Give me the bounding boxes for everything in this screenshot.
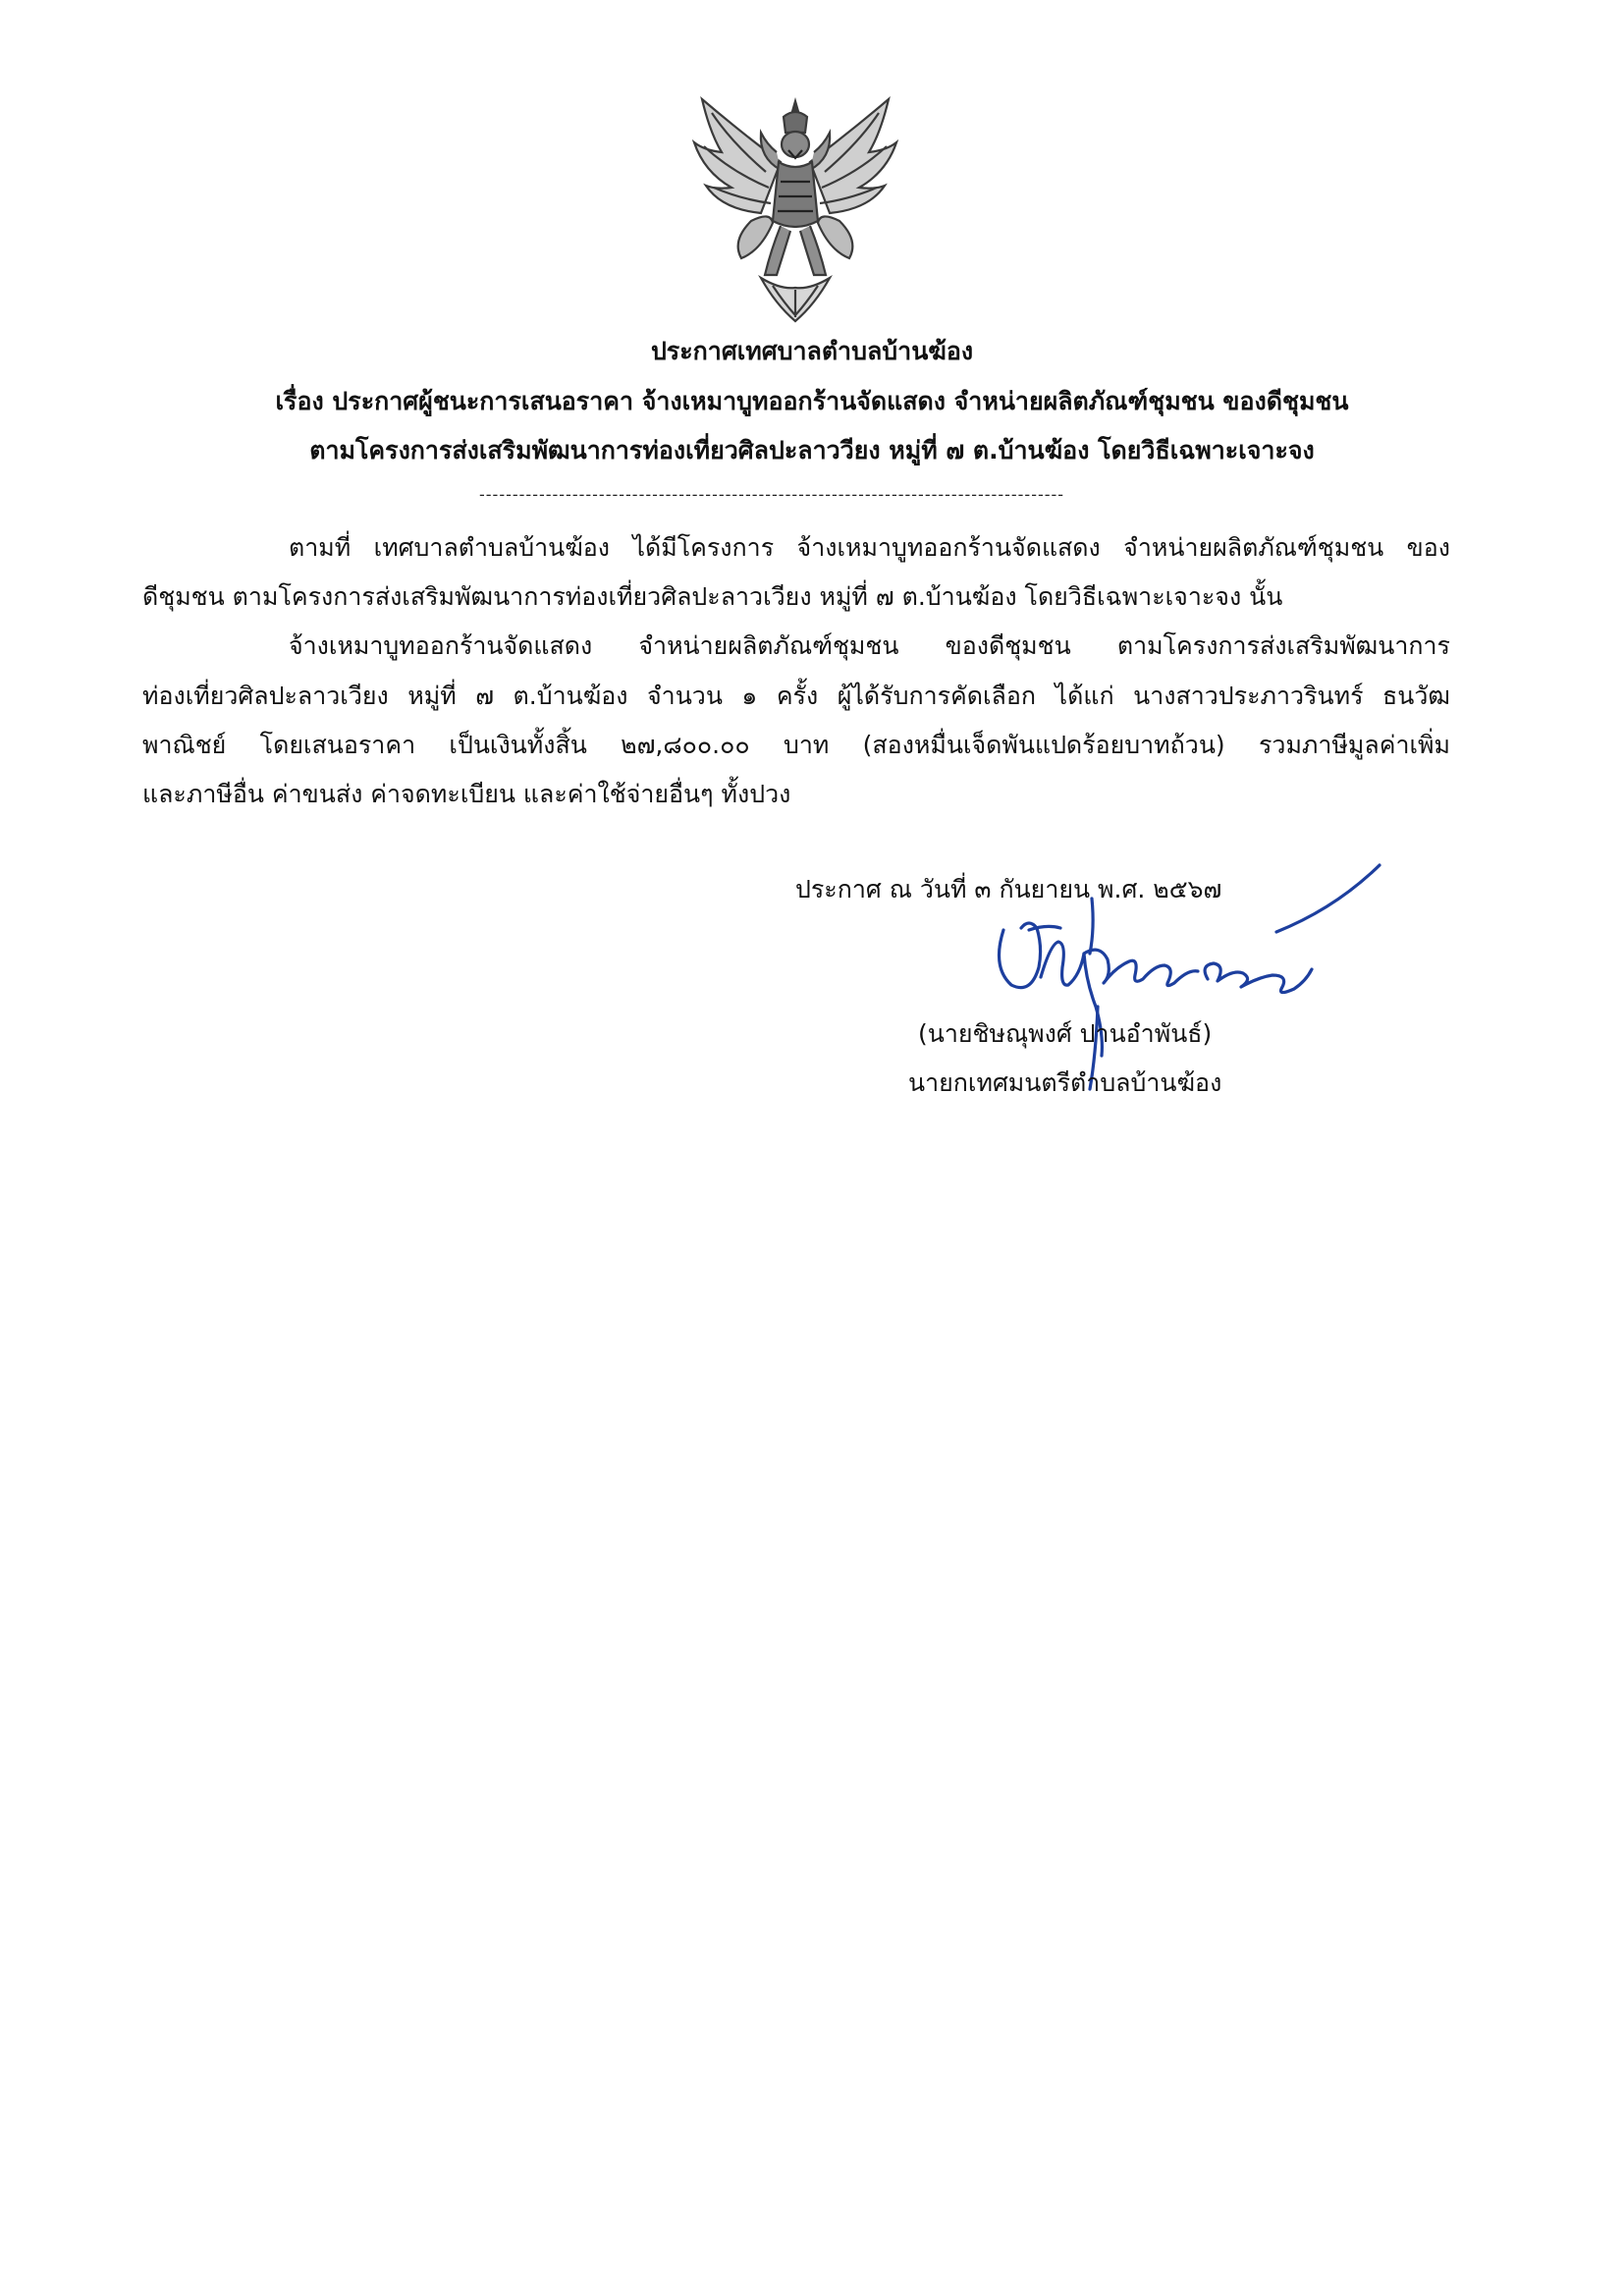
announcement-date: ประกาศ ณ วันที่ ๓ กันยายน พ.ศ. ๒๕๖๗ <box>795 875 1222 903</box>
signer-position: นายกเทศมนตรีตำบลบ้านฆ้อง <box>908 1068 1222 1097</box>
paragraph-1-line-2: ดีชุมชน ตามโครงการส่งเสริมพัฒนาการท่องเที่ยวศิลปะลาวเวียง หมู่ที่ ๗ ต.บ้านฆ้อง โดยวิธีเฉพาะเจาะจง นั้น <box>142 582 1283 611</box>
paragraph-2-line-4: และภาษีอื่น ค่าขนส่ง ค่าจดทะเบียน และค่าใช้จ่ายอื่นๆ ทั้งปวง <box>142 780 791 808</box>
announcement-subject: เรื่อง ประกาศผู้ชนะการเสนอราคา จ้างเหมาบูทออกร้านจัดแสดง จำหน่ายผลิตภัณฑ์ชุมชน ของดีชุมชน <box>275 387 1349 415</box>
handwritten-signature <box>982 859 1394 1095</box>
header-separator: ---------------------------------------------------------------------------------------- <box>479 487 1065 503</box>
signer-name: (นายชิษณุพงศ์ ปานอำพันธ์) <box>918 1019 1213 1048</box>
announcement-subject-continued: ตามโครงการส่งเสริมพัฒนาการท่องเที่ยวศิลปะลาววียง หมู่ที่ ๗ ต.บ้านฆ้อง โดยวิธีเฉพาะเจาะจง <box>309 436 1315 465</box>
paragraph-2-line-3: พาณิชย์ โดยเสนอราคา เป็นเงินทั้งสิ้น ๒๗,๘๐๐.๐๐ บาท (สองหมื่นเจ็ดพันแปดร้อยบาทถ้วน) รวมภาษีมูลค่าเพิ่ม <box>142 731 1450 759</box>
paragraph-1-line-1: ตามที่ เทศบาลตำบลบ้านฆ้อง ได้มีโครงการ จ้างเหมาบูทออกร้านจัดแสดง จำหน่ายผลิตภัณฑ์ชุมชน ของ <box>289 533 1450 562</box>
paragraph-2-line-1: จ้างเหมาบูทออกร้านจัดแสดง จำหน่ายผลิตภัณฑ์ชุมชน ของดีชุมชน ตามโครงการส่งเสริมพัฒนาการ <box>289 631 1450 660</box>
paragraph-2-line-2: ท่องเที่ยวศิลปะลาวเวียง หมู่ที่ ๗ ต.บ้านฆ้อง จำนวน ๑ ครั้ง ผู้ได้รับการคัดเลือก ได้แก่ นางสาวประภาวรินทร์ ธนวัฒ <box>142 682 1450 710</box>
garuda-emblem-icon <box>682 93 908 329</box>
announcement-title: ประกาศเทศบาลตำบลบ้านฆ้อง <box>650 337 974 365</box>
